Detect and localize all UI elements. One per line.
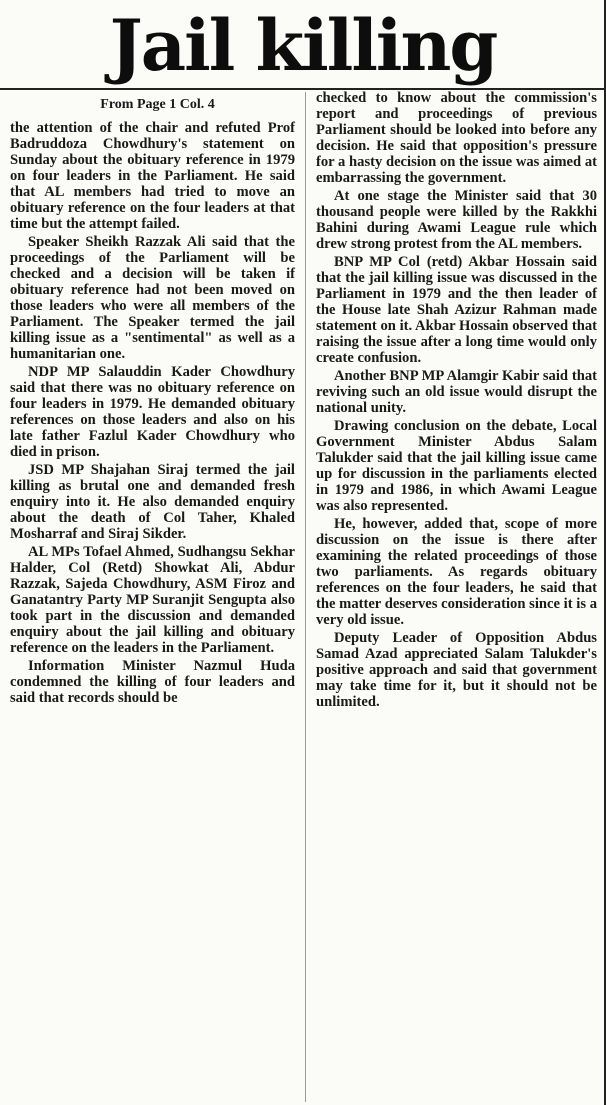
paragraph: Information Minister Nazmul Huda condemned the killing of four leaders and said that records should be — [10, 658, 295, 706]
paragraph: Drawing conclusion on the debate, Local Government Minister Abdus Salam Talukder said that the jail killing issue came up for discussion in the parliaments elected in 1979 and 1986, in which Awami League was also represented. — [316, 418, 597, 514]
paragraph: the attention of the chair and refuted Prof Badruddoza Chowdhury's statement on Sunday about the obituary reference in 1979 on four leaders in the Parliament. He said that AL members had tried to move an obituary reference on the four leaders at that time but the attempt failed. — [10, 120, 295, 232]
paragraph: Deputy Leader of Opposition Abdus Samad Azad appreciated Salam Talukder's positive approach and said that government may take time for it, but it should not be unlimited. — [316, 630, 597, 710]
paragraph: He, however, added that, scope of more discussion on the issue is there after examining the related proceedings of those two parliaments. As regards obituary references on the four leaders, he said that the matter deserves consideration since it is a very old issue. — [316, 516, 597, 628]
jump-line: From Page 1 Col. 4 — [100, 97, 215, 112]
paragraph: NDP MP Salauddin Kader Chowdhury said that there was no obituary reference on four leaders in 1979. He demanded obituary references on those leaders and also on his late father Fazlul Kader Chowdhury who died in prison. — [10, 364, 295, 460]
paragraph: BNP MP Col (retd) Akbar Hossain said that the jail killing issue was discussed in the Parliament in 1979 and the then leader of the House late Shah Azizur Rahman made statement on it. Akbar Hossain observed that raising the issue after a long time would only create confusion. — [316, 254, 597, 366]
paragraph: AL MPs Tofael Ahmed, Sudhangsu Sekhar Halder, Col (Retd) Showkat Ali, Abdur Razzak, Sajeda Chowdhury, ASM Firoz and Ganatantry Party MP Suranjit Sengupta also took part in the discussion and demanded enquiry about the jail killing and obituary reference on the leaders in the Parliament. — [10, 544, 295, 656]
headline: Jail killing — [109, 4, 497, 87]
paragraph: Another BNP MP Alamgir Kabir said that reviving such an old issue would disrupt the national unity. — [316, 368, 597, 416]
paragraph: JSD MP Shajahan Siraj termed the jail killing as brutal one and demanded fresh enquiry into it. He also demanded enquiry about the death of Col Taher, Khaled Mosharraf and Siraj Sikder. — [10, 462, 295, 542]
paragraph: Speaker Sheikh Razzak Ali said that the proceedings of the Parliament will be checked and a decision will be taken if obituary reference had not been moved on those leaders who were all members of the Parliament. The Speaker termed the jail killing issue as a "sentimental" as well as a humanitarian one. — [10, 234, 295, 362]
article-column-right — [316, 90, 597, 710]
paragraph: checked to know about the commission's report and proceedings of previous Parliament should be looked into before any decision. He said that opposition's pressure for a hasty decision on the issue was aimed at embarrassing the government. — [316, 90, 597, 186]
paragraph: At one stage the Minister said that 30 thousand people were killed by the Rakkhi Bahini during Awami League rule which drew strong protest from the AL members. — [316, 188, 597, 252]
column-divider — [305, 92, 306, 1102]
article-column-left — [10, 90, 295, 706]
